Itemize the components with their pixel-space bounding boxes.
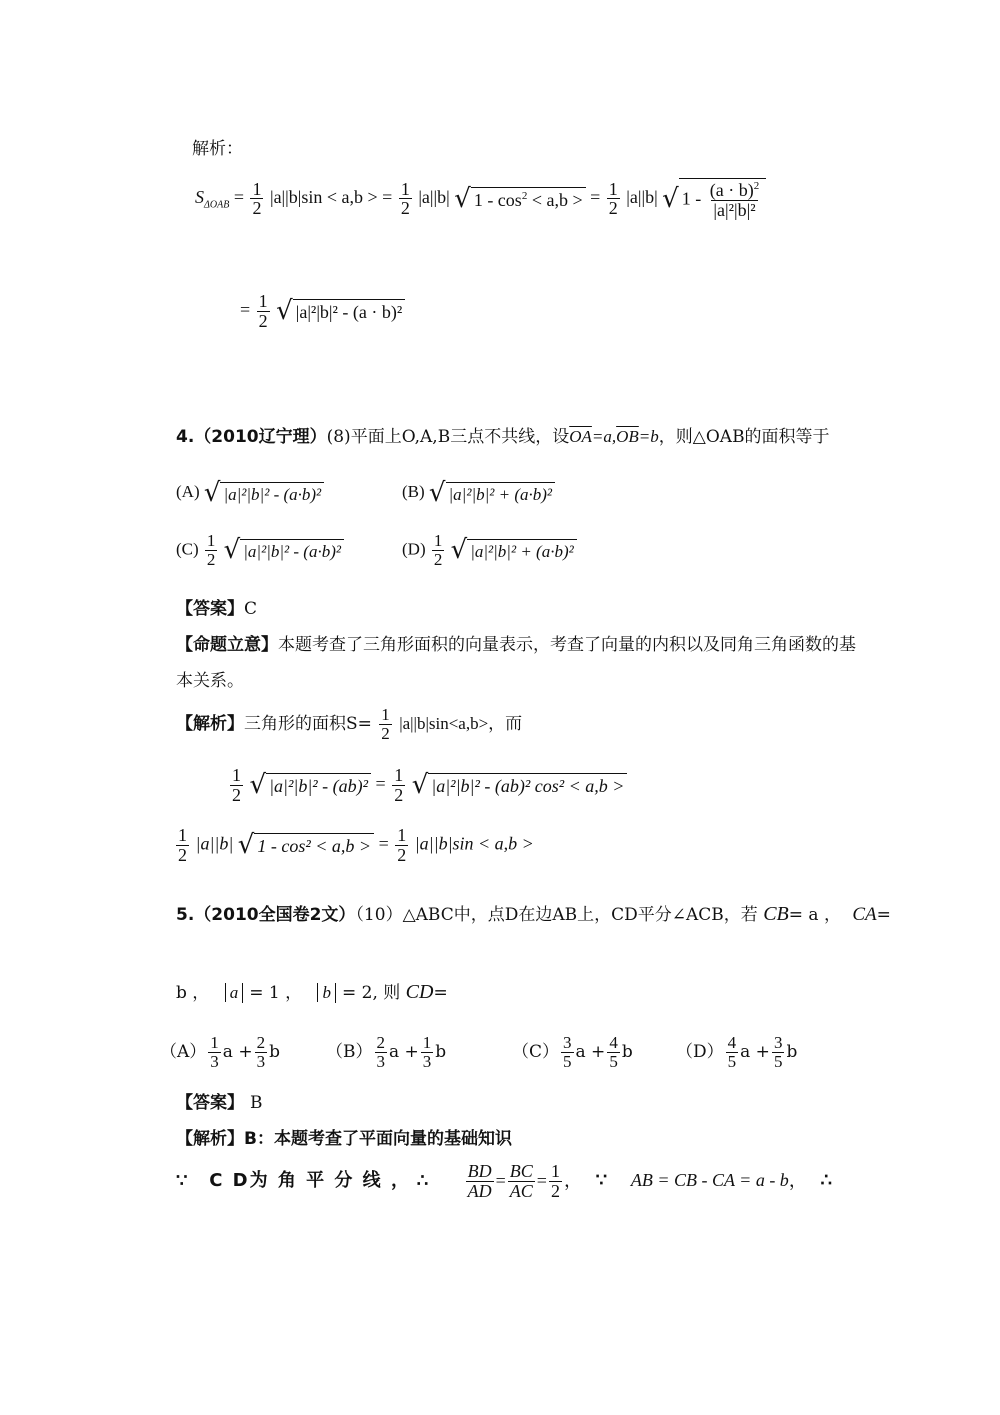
half-fraction: $\frac{1}{2}$ [400,178,410,219]
area-term3-prefix: |a||b| [626,187,658,208]
q4-intent: 【命题立意】本题考查了三角形面积的向量表示，考查了向量的内积以及同角三角函数的基 [176,635,856,655]
q5-answer: 【答案】 B [176,1093,263,1113]
area-lhs-sub: ΔOAB [204,199,230,211]
vec-cd: CD [405,981,434,1003]
q5-stem-cont: b ， a = 1 ， b = 2, 则 CD= [176,981,448,1003]
vec-oa: $\overline{OA}$ [569,427,592,446]
q5-analysis: 【解析】B：本题考查了平面向量的基础知识 [176,1129,512,1149]
half-fraction: $\frac{1}{2}$ [252,178,262,219]
sqrt-term2: √ $1 - \cos^2 < a,b$ > [454,184,585,214]
sqrt-term3: √ 1 - $\frac{(a \cdot b)^2}{\text{|a|²|b|²}}$ [662,178,766,220]
half-fraction: $\frac{1}{2}$ [608,178,618,219]
q4-option-c: (C) $\frac{1}{2}$ √ |a|²|b|² - (a·b)² [176,532,344,569]
q4-step2: $\frac{1}{2}$ |a||b| √ 1 - cos² < a,b > = $\frac{1}{2}$ |a||b|sin < a,b > [178,825,534,865]
q5-option-a: （A） $\frac{1}{3}$ a + $\frac{2}{3}$ b [160,1033,280,1071]
eq-sign: = [233,187,244,208]
q4-option-a: (A) √ |a|²|b|² - (a·b)² [176,478,324,508]
q4-option-b: (B) √ |a|²|b|² + (a·b)² [402,478,555,508]
intro-label: 解析： [192,139,243,159]
q5-solution-line: ∵ C D为 角 平 分 线 ， ∴ $\frac{BD}{AD}$ = $\frac{BC}{AC}$ = $\frac{1}{2}$ ， ∵ AB = CB - CA = a - b， ∴ [176,1161,832,1201]
q4-analysis: 【解析】三角形的面积S= $\frac{1}{2}$ |a||b|sin<a,b>，而 [176,705,523,743]
vec-cb: CB [763,903,789,925]
q5-stem: 5.（2010全国卷2文）（10）△ABC中，点D在边AB上，CD平分∠ACB，若 CB= a ， CA= [176,903,891,925]
sqrt-line2: √ |a|²|b|² - (a · b)² [276,296,405,326]
q4-number: 4.（2010辽宁理） [176,427,327,447]
vec-ca: CA [852,904,877,925]
q4-stem: 4.（2010辽宁理）(8)平面上O,A,B三点不共线，设$\overline{OA}=a,\overline{OB}=b$，则△OAB的面积等于 [176,427,830,447]
q5-option-b: （B） $\frac{2}{3}$ a + $\frac{1}{3}$ b [326,1033,447,1071]
q4-intent-cont: 本关系。 [176,671,244,691]
q4-option-d: (D) $\frac{1}{2}$ √ |a|²|b|² + (a·b)² [402,532,577,569]
q5-option-d: （D） $\frac{4}{5}$ a + $\frac{3}{5}$ b [676,1033,798,1071]
dot-over-norms-fraction: $\frac{(a \cdot b)^2}{\text{|a|²|b|²}}$ [709,180,760,220]
q4-answer: 【答案】C [176,599,258,619]
area-term1: |a||b|sin < a,b > [269,187,378,208]
area-lhs: S [195,187,204,208]
q5-option-c: （C） $\frac{3}{5}$ a + $\frac{4}{5}$ b [512,1033,633,1071]
area-formula-line2: = $\frac{1}{2}$ √ |a|²|b|² - (a · b)² [240,292,405,331]
area-term2-prefix: |a||b| [418,187,450,208]
q4-step1: $\frac{1}{2}$ √ |a|²|b|² - (ab)² = $\frac{1}{2}$ √ |a|²|b|² - (ab)² cos² < a,b > [228,766,627,805]
q5-number: 5.（2010全国卷2文） [176,905,356,925]
vec-ob: $\overline{OB}$ [616,427,639,446]
area-formula-line1: $S_{\Delta OAB}$ = $\frac{1}{2}$ |a||b|sin < a,b > = $\frac{1}{2}$ |a||b| √ $1 - \cos^2 < a,b$ > = $\frac{1}{2}$ |a||b| √ 1 - $\frac{(a \cdot b)^2}{\text{|a|²|b|²}}$ [195,178,766,220]
half-fraction: $\frac{1}{2}$ [258,291,268,331]
